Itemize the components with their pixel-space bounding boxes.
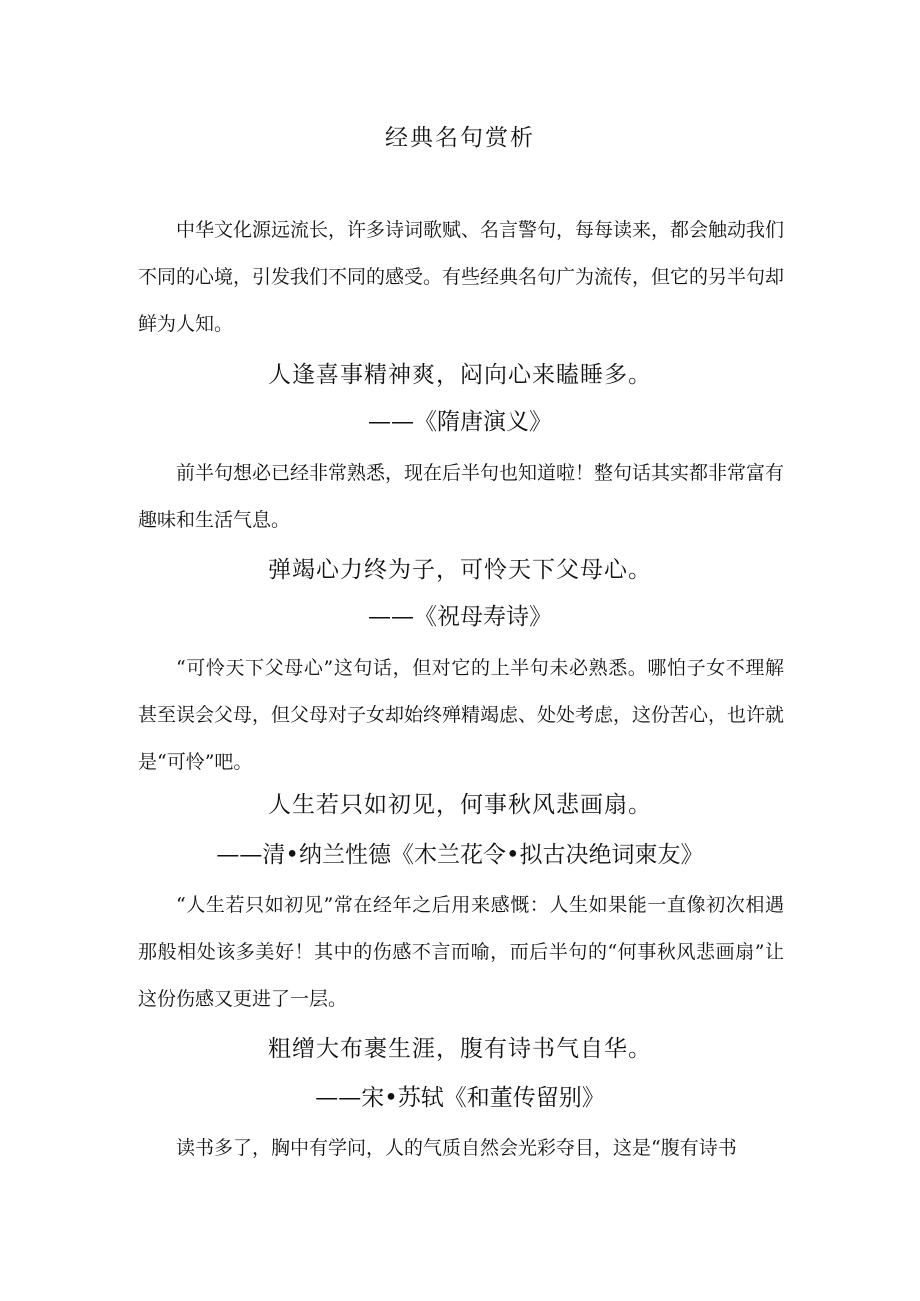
source-4: ——宋•苏轼《和董传留别》 bbox=[315, 1085, 605, 1111]
quote-4: 粗缯大布裹生涯，腹有诗书气自华。 bbox=[268, 1036, 652, 1062]
commentary-3: “人生若只如初见”常在经年之后用来感慨：人生如果能一直像初次相遇那般相处该多美好！其中的伤感不言而喻，而后半句的“何事秋风悲画扇”让这份伤感又更进了一层。 bbox=[138, 894, 784, 1010]
quote-1: 人逢喜事精神爽，闷向心来瞌睡多。 bbox=[268, 362, 652, 388]
quote-2: 弹竭心力终为子，可怜天下父母心。 bbox=[268, 557, 652, 583]
source-1: ——《隋唐演义》 bbox=[368, 409, 552, 435]
commentary-4: 读书多了，胸中有学问，人的气质自然会光彩夺目，这是“腹有诗书 bbox=[176, 1137, 737, 1159]
document-title: 经典名句赏析 bbox=[385, 125, 535, 151]
intro-paragraph: 中华文化源远流长，许多诗词歌赋、名言警句，每每读来，都会触动我们不同的心境，引发我们不同的感受。有些经典名句广为流传，但它的另半句却鲜为人知。 bbox=[138, 219, 785, 335]
commentary-2: “可怜天下父母心”这句话，但对它的上半句未必熟悉。哪怕子女不理解甚至误会父母，但父母对子女却始终殚精竭虑、处处考虑，这份苦心，也许就是“可怜”吧。 bbox=[138, 657, 785, 773]
commentary-1: 前半句想必已经非常熟悉，现在后半句也知道啦！整句话其实都非常富有趣味和生活气息。 bbox=[138, 462, 785, 531]
source-2: ——《祝母寿诗》 bbox=[368, 604, 552, 630]
source-3: ——清•纳兰性德《木兰花令•拟古决绝词柬友》 bbox=[216, 842, 704, 868]
quote-3: 人生若只如初见，何事秋风悲画扇。 bbox=[268, 792, 652, 818]
